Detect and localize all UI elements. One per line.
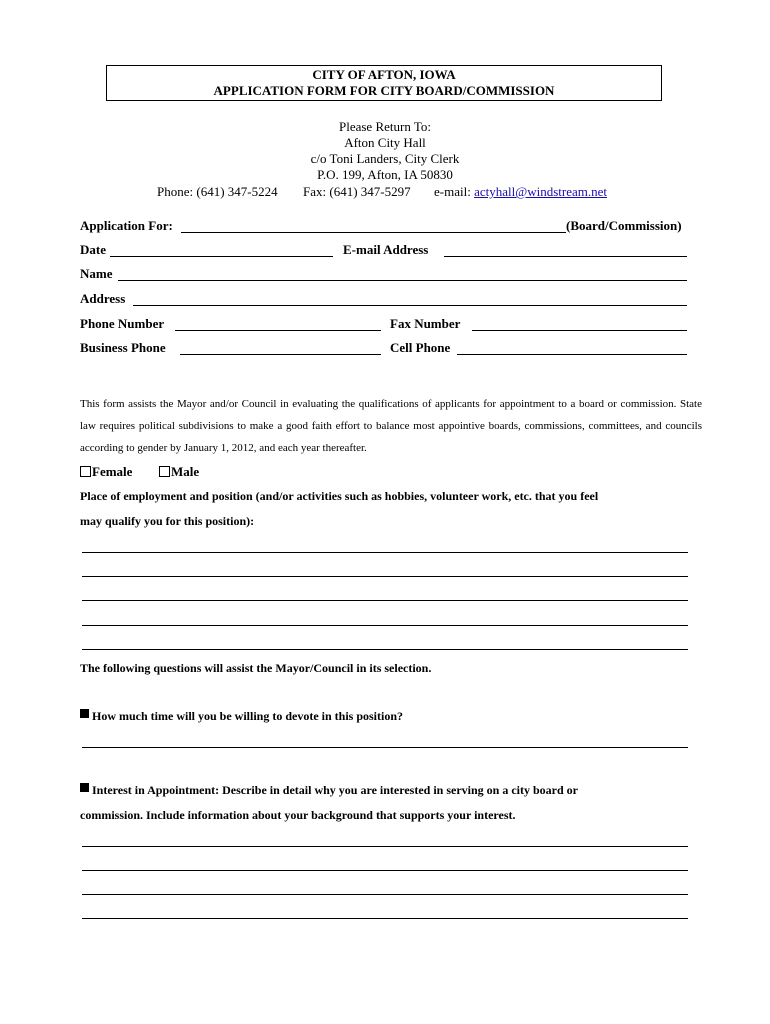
interest-question-text: Interest in Appointment: Describe in detail why you are interested in serving on a city board or	[92, 783, 578, 797]
business-phone-field[interactable]	[180, 354, 381, 355]
interest-question-line2: commission. Include information about your background that supports your interest.	[80, 808, 516, 822]
interest-answer-line[interactable]	[82, 918, 688, 919]
fax-number-field[interactable]	[472, 330, 687, 331]
phone-number-field[interactable]	[175, 330, 381, 331]
employment-answer-line[interactable]	[82, 625, 688, 626]
form-title-city: CITY OF AFTON, IOWA	[312, 67, 456, 82]
square-bullet-icon	[80, 709, 89, 718]
cell-phone-label: Cell Phone	[390, 340, 451, 355]
email-address-label: E-mail Address	[343, 242, 429, 257]
contact-phone: Phone: (641) 347-5224	[157, 184, 278, 199]
email-link[interactable]: actyhall@windstream.net	[474, 184, 607, 199]
return-to-clerk: c/o Toni Landers, City Clerk	[310, 151, 460, 166]
gender-male[interactable]	[159, 464, 199, 480]
name-label: Name	[80, 266, 113, 281]
return-to-address: P.O. 199, Afton, IA 50830	[317, 167, 453, 182]
time-question	[80, 709, 403, 724]
return-to-label: Please Return To:	[338, 119, 431, 134]
form-title-box	[106, 65, 662, 101]
phone-number-label: Phone Number	[80, 316, 165, 331]
employment-answer-line[interactable]	[82, 576, 688, 577]
address-label: Address	[80, 291, 126, 306]
employment-answer-line[interactable]	[82, 649, 688, 650]
time-answer-line[interactable]	[82, 747, 688, 748]
address-field[interactable]	[133, 305, 687, 306]
application-for-label: Application For:	[80, 218, 173, 233]
employment-answer-line[interactable]	[82, 552, 688, 553]
business-phone-label: Business Phone	[80, 340, 166, 355]
contact-email	[434, 184, 607, 200]
email-label: e-mail:	[434, 184, 471, 199]
name-field[interactable]	[118, 280, 687, 281]
email-address-field[interactable]	[444, 256, 687, 257]
gender-female[interactable]	[80, 464, 132, 480]
employment-question-line1: Place of employment and position (and/or activities such as hobbies, volunteer work, etc. that you feel	[80, 489, 599, 503]
board-commission-label: (Board/Commission)	[566, 218, 682, 233]
square-bullet-icon	[80, 783, 89, 792]
interest-answer-line[interactable]	[82, 846, 688, 847]
form-title-application: APPLICATION FORM FOR CITY BOARD/COMMISSION	[213, 83, 555, 98]
return-to-hall: Afton City Hall	[344, 135, 426, 150]
employment-question-line2: may qualify you for this position):	[80, 514, 255, 528]
female-checkbox[interactable]	[80, 466, 91, 477]
contact-fax: Fax: (641) 347-5297	[303, 184, 411, 199]
male-checkbox[interactable]	[159, 466, 170, 477]
male-label: Male	[171, 464, 200, 479]
date-label: Date	[80, 242, 106, 257]
fax-number-label: Fax Number	[390, 316, 461, 331]
date-field[interactable]	[110, 256, 333, 257]
interest-answer-line[interactable]	[82, 870, 688, 871]
application-for-field[interactable]	[181, 232, 566, 233]
interest-question-line1	[80, 783, 578, 798]
employment-answer-line[interactable]	[82, 600, 688, 601]
time-question-text: How much time will you be willing to devote in this position?	[92, 709, 404, 723]
selection-heading: The following questions will assist the Mayor/Council in its selection.	[80, 661, 432, 675]
interest-answer-line[interactable]	[82, 894, 688, 895]
female-label: Female	[92, 464, 133, 479]
intro-paragraph: This form assists the Mayor and/or Council in evaluating the qualifications of applicants for appointment to a board or commission. State law requires political subdivisions to make a good faith effort to balance most appointive boards, commissions, committees, and councils according to gender by January 1, 2012, and each year thereafter.	[80, 398, 702, 454]
cell-phone-field[interactable]	[457, 354, 687, 355]
